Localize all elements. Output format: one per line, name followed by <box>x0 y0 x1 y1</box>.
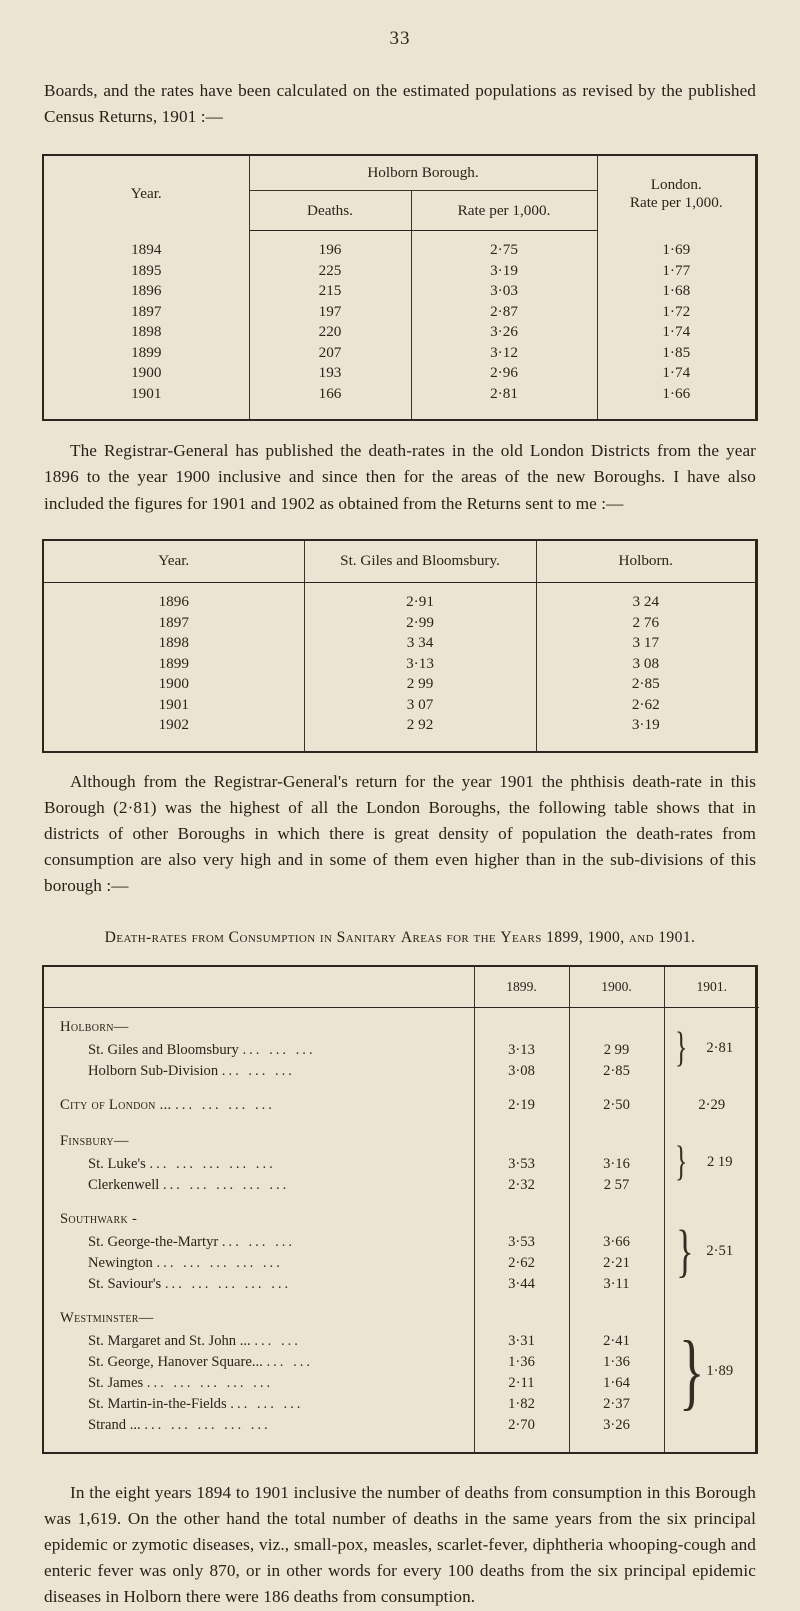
cell-london: 1·85 <box>662 343 691 361</box>
cell-holborn: 3·19 <box>631 716 660 734</box>
group-header-westminster <box>44 1307 759 1331</box>
cell-1899: 3·53 <box>474 1154 569 1175</box>
cell-1899: 2·32 <box>474 1175 569 1196</box>
cell-holborn: 3 08 <box>632 654 660 672</box>
cell-1900: 2 57 <box>569 1175 664 1196</box>
cell-year: 1900 <box>44 674 304 695</box>
cell-1901: 2·29 <box>698 1097 726 1114</box>
table-row <box>44 674 755 695</box>
cell-deaths: 207 <box>249 343 411 364</box>
title-part: 1899, 1900, <box>546 929 625 947</box>
group-label: City of London ... <box>60 1097 172 1114</box>
cell-value: 2·51 <box>706 1242 734 1259</box>
table-row <box>44 322 755 343</box>
cell-1900: 3·16 <box>569 1154 664 1175</box>
table-row <box>44 343 755 364</box>
th-blank <box>44 967 474 1007</box>
title-part: Areas <box>400 929 443 947</box>
row-label: St. James <box>88 1374 144 1391</box>
cell-1900: 2·41 <box>569 1331 664 1352</box>
page-number: 33 <box>389 28 411 49</box>
th-year: Year. <box>44 156 249 231</box>
th-1901: 1901. <box>664 967 759 1007</box>
cell-holborn: 2 76 <box>632 613 660 631</box>
cell-stgiles: 2·99 <box>304 613 536 634</box>
paragraph-phthisis: Although from the Registrar-General's return for the year 1901 the phthisis death-rate in this Borough (2·81) was the highest of all the London Boroughs, the following table shows that in districts of other Boroughs in which there is great density of population the death-rates from consumption are also very high and in some of them even higher than in the sub-divisions of this borough :— <box>44 771 756 896</box>
cell-london: 1·66 <box>662 384 691 402</box>
cell-rate: 3·26 <box>411 322 597 343</box>
table-row <box>44 1352 759 1373</box>
leader-dots: ... ... ... ... ... <box>149 1155 276 1172</box>
cell-rate: 2·75 <box>411 240 597 261</box>
cell-value: 2·81 <box>706 1040 734 1057</box>
cell-1899: 2·70 <box>474 1415 569 1436</box>
row-label: Strand ... <box>88 1416 141 1433</box>
row-label: Holborn Sub-Division <box>88 1062 219 1079</box>
leader-dots: ... ... ... ... ... <box>144 1416 271 1433</box>
table-row <box>44 302 755 323</box>
cell-rate: 2·96 <box>411 363 597 384</box>
cell-year: 1896 <box>44 592 304 613</box>
th-1900: 1900. <box>569 967 664 1007</box>
cell-london: 1·68 <box>662 282 691 300</box>
cell-stgiles: 3 34 <box>304 633 536 654</box>
cell-1899: 2·11 <box>474 1373 569 1394</box>
cell-year: 1901 <box>44 384 249 405</box>
cell-london: 1·72 <box>662 302 691 320</box>
cell-year: 1897 <box>44 613 304 634</box>
leader-dots: ... ... ... <box>242 1041 316 1058</box>
table-row <box>44 1061 759 1082</box>
cell-holborn: 3 24 <box>632 593 660 611</box>
brace-icon: } <box>674 1139 687 1186</box>
table-death-rates-sanitary-areas <box>42 965 758 1454</box>
cell-1900: 3·11 <box>569 1274 664 1295</box>
cell-1899: 2·62 <box>474 1253 569 1274</box>
cell-year: 1899 <box>44 654 304 675</box>
cell-year: 1901 <box>44 695 304 716</box>
group-header-finsbury <box>44 1130 759 1154</box>
paragraph-registrar-general: The Registrar-General has published the death-rates in the old London Districts from the year 1896 to the year 1900 inclusive and since then for the areas of the new Boroughs. I have also included the figures for 1901 and 1902 as obtained from the Returns sent to me :— <box>44 441 756 513</box>
cell-stgiles: 2·91 <box>304 592 536 613</box>
cell-1900: 2·37 <box>569 1394 664 1415</box>
cell-1900: 2·50 <box>569 1094 664 1118</box>
cell-rate: 3·19 <box>411 261 597 282</box>
leader-dots: ... ... <box>254 1332 301 1349</box>
cell-deaths: 215 <box>249 281 411 302</box>
title-part: Years <box>500 929 542 947</box>
table-row <box>44 363 755 384</box>
cell-rate: 2·87 <box>411 302 597 323</box>
table-stgiles-holborn-rates <box>42 539 758 753</box>
cell-deaths: 220 <box>249 322 411 343</box>
th-st-giles-bloomsbury: St. Giles and Bloomsbury. <box>304 541 536 583</box>
leader-dots: ... ... ... ... ... <box>146 1374 274 1391</box>
cell-stgiles: 3 07 <box>304 695 536 716</box>
cell-1901-grouped <box>664 1130 759 1196</box>
table-row <box>44 715 755 736</box>
cell-1900: 3·26 <box>569 1415 664 1436</box>
cell-1901-grouped <box>664 1016 759 1082</box>
table-row <box>44 1175 759 1196</box>
cell-1899: 3·31 <box>474 1331 569 1352</box>
leader-dots: ... ... ... ... ... <box>164 1275 292 1292</box>
leader-dots: ... ... ... <box>221 1233 296 1250</box>
table-holborn-london-rates <box>42 154 758 421</box>
group-header-holborn <box>44 1016 759 1040</box>
title-part: Death-rates <box>104 929 188 947</box>
th-holborn-borough: Holborn Borough. <box>249 156 597 191</box>
paragraph-eight-years: In the eight years 1894 to 1901 inclusive the number of deaths from consumption in this Borough was 1,619. On the other hand the total number of deaths in the same years from the six principal epidemic or zymotic diseases, viz., small-pox, measles, scarlet-fever, diphtheria whooping-cough and enteric fever was only 870, or in other words for every 100 deaths from the six principal epidemic diseases in Holborn there were 186 deaths from consumption. <box>44 1482 756 1607</box>
cell-1901-grouped <box>664 1307 759 1436</box>
title-part: for <box>446 929 470 947</box>
title-part: from <box>191 929 225 947</box>
cell-1899: 2·19 <box>474 1094 569 1118</box>
th-rate-per-1000: Rate per 1,000. <box>411 191 597 231</box>
cell-1900: 3·66 <box>569 1232 664 1253</box>
cell-1899: 1·82 <box>474 1394 569 1415</box>
title-part: 1901. <box>658 929 696 947</box>
group-label: Westminster— <box>60 1310 154 1327</box>
table-row <box>44 695 755 716</box>
group-label: Southwark - <box>60 1211 138 1228</box>
brace-icon: } <box>678 1323 704 1420</box>
cell-london: 1·74 <box>662 323 691 341</box>
group-label: Finsbury— <box>60 1133 129 1150</box>
cell-year: 1897 <box>44 302 249 323</box>
cell-1900: 1·36 <box>569 1352 664 1373</box>
table-row <box>44 633 755 654</box>
leader-dots: ... ... ... <box>221 1062 295 1079</box>
cell-1899: 3·13 <box>474 1040 569 1061</box>
table-row <box>44 261 755 282</box>
leader-dots: ... ... ... ... <box>175 1097 275 1114</box>
cell-deaths: 197 <box>249 302 411 323</box>
cell-1900: 1·64 <box>569 1373 664 1394</box>
cell-london: 1·77 <box>662 261 691 279</box>
row-label: St. Luke's <box>88 1155 146 1172</box>
paragraph-intro: Boards, and the rates have been calculated on the estimated populations as revised by the published Census Returns, 1901 :— <box>44 81 756 127</box>
cell-year: 1896 <box>44 281 249 302</box>
table-row <box>44 592 755 613</box>
cell-holborn: 2·62 <box>631 695 660 713</box>
brace-icon: } <box>675 1218 694 1284</box>
th-london-line1: London. <box>650 175 702 193</box>
row-label: Clerkenwell <box>88 1176 160 1193</box>
cell-deaths: 196 <box>249 240 411 261</box>
th-holborn: Holborn. <box>536 541 755 583</box>
cell-value: 2 19 <box>706 1154 733 1171</box>
cell-london: 1·74 <box>662 364 691 382</box>
cell-year: 1894 <box>44 240 249 261</box>
row-label: St. George-the-Martyr <box>88 1233 219 1250</box>
leader-dots: ... ... ... ... ... <box>156 1254 283 1271</box>
table-row <box>44 1394 759 1415</box>
table-row <box>44 1274 759 1295</box>
cell-stgiles: 3·13 <box>304 654 536 675</box>
group-header-southwark <box>44 1208 759 1232</box>
cell-stgiles: 2 99 <box>304 674 536 695</box>
table-row <box>44 613 755 634</box>
row-label: St. George, Hanover Square... <box>88 1353 263 1370</box>
table-row <box>44 1253 759 1274</box>
leader-dots: ... ... <box>266 1353 314 1370</box>
title-part: Consumption <box>228 929 316 947</box>
group-header-city-of-london <box>44 1094 759 1118</box>
th-year: Year. <box>44 541 304 583</box>
cell-year: 1902 <box>44 715 304 736</box>
table-row <box>44 384 755 405</box>
table-row <box>44 240 755 261</box>
cell-1899: 3·44 <box>474 1274 569 1295</box>
cell-rate: 2·81 <box>411 384 597 405</box>
cell-1899: 3·08 <box>474 1061 569 1082</box>
cell-holborn: 2·85 <box>631 675 660 693</box>
cell-1900: 2·85 <box>569 1061 664 1082</box>
row-label: St. Margaret and St. John ... <box>88 1332 251 1349</box>
cell-year: 1898 <box>44 322 249 343</box>
th-deaths: Deaths. <box>249 191 411 231</box>
group-label: Holborn— <box>60 1019 129 1036</box>
table-row <box>44 281 755 302</box>
cell-deaths: 225 <box>249 261 411 282</box>
table3-title <box>0 929 800 947</box>
cell-value: 1·89 <box>706 1362 734 1379</box>
th-1899: 1899. <box>474 967 569 1007</box>
brace-icon: } <box>674 1025 687 1072</box>
title-part: the <box>473 929 497 947</box>
leader-dots: ... ... ... ... ... <box>162 1176 290 1193</box>
cell-year: 1899 <box>44 343 249 364</box>
cell-year: 1898 <box>44 633 304 654</box>
cell-1900: 2·21 <box>569 1253 664 1274</box>
table-row <box>44 654 755 675</box>
title-part: and <box>628 929 654 947</box>
title-part: Sanitary <box>336 929 397 947</box>
table-row <box>44 1331 759 1352</box>
cell-rate: 3·12 <box>411 343 597 364</box>
table-row <box>44 1232 759 1253</box>
cell-stgiles: 2 92 <box>304 715 536 736</box>
row-label: St. Saviour's <box>88 1275 162 1292</box>
cell-deaths: 166 <box>249 384 411 405</box>
cell-1901-grouped <box>664 1208 759 1295</box>
cell-1900: 2 99 <box>569 1040 664 1061</box>
title-part: in <box>319 929 333 947</box>
cell-rate: 3·03 <box>411 281 597 302</box>
table-row <box>44 1415 759 1436</box>
cell-1899: 3·53 <box>474 1232 569 1253</box>
th-london <box>597 156 755 231</box>
row-label: St. Martin-in-the-Fields <box>88 1395 227 1412</box>
cell-year: 1900 <box>44 363 249 384</box>
cell-1899: 1·36 <box>474 1352 569 1373</box>
table-row <box>44 1040 759 1061</box>
leader-dots: ... ... ... <box>230 1395 304 1412</box>
cell-london: 1·69 <box>662 241 691 259</box>
th-london-line2: Rate per 1,000. <box>629 193 723 211</box>
row-label: Newington <box>88 1254 153 1271</box>
table-row <box>44 1373 759 1394</box>
cell-deaths: 193 <box>249 363 411 384</box>
table-row <box>44 1154 759 1175</box>
row-label: St. Giles and Bloomsbury <box>88 1041 239 1058</box>
cell-year: 1895 <box>44 261 249 282</box>
cell-holborn: 3 17 <box>632 634 660 652</box>
